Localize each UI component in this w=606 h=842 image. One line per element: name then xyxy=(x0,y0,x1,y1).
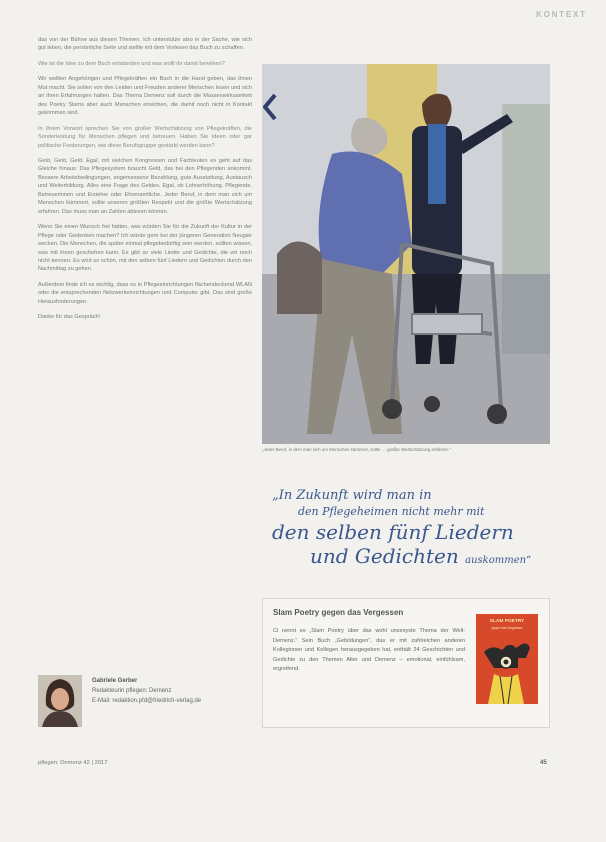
pull-quote-line xyxy=(262,544,550,573)
interview-question: In Ihrem Vorwort sprechen Sie von großer Wertschätzung von Pflegekräften, die Sonderleistung für Menschen pflegen und betreuen. Haben Sie Ideen oder gar politische Forderungen, wie diese Berufsgruppe gestärkt werden kann? xyxy=(38,125,252,149)
infobox-text: Ci nennt es „Slam Poetry über das wohl unsexyste Thema der Welt: Demenz.“ Sein Buch „Gebildungen“, das er mit zahlreichen anderen Kolleginnen und Kollegen herausgegeben hat, enthält 24 Geschichten und Gedichte zu den Themen Alter und Demenz – emotional, einfühlsam, ergreifend. xyxy=(273,628,465,673)
photo-illustration xyxy=(262,64,550,444)
pull-quote-tail: auskommen“ xyxy=(465,555,532,566)
body-paragraph: Außerdem finde ich es wichtig, dass es in Pflegeeinrichtungen flächendeckend WLAN oder die entsprechenden Netzwerkeinrichtungen und Computer gibt. Das sind große Herausforderungen. xyxy=(38,281,252,305)
author-name: Gabriele Gerber xyxy=(92,678,138,684)
author-photo xyxy=(38,675,82,727)
book-cover-art xyxy=(476,614,538,704)
article-photo xyxy=(262,64,550,444)
pull-quote xyxy=(262,487,550,573)
pull-quote-emphasis: und Gedichten xyxy=(310,544,459,568)
book-title: SLAM POETRY xyxy=(489,619,525,624)
body-paragraph: Danke für das Gespräch! xyxy=(38,314,101,321)
author-role: Redakteurin pflegen: Demenz xyxy=(92,688,172,694)
body-paragraph: Wenn Sie einen Wunsch frei hätten, was würden Sie für die Zukunft der Kultur in der Pflege oder Gedenken machen? Ich würde gern bei der jüngeren Generation Neugier wecken. Die Menschen, die später einmal pflegebedürftig sein werden, sollten wissen, was mit ihnen geschehen kann. Es gibt so viele Lieder und Gedichte, die wir noch nicht kennen. Es wird so schön, mit den selben fünf Liedern und Gedichten durch den Nachmittag zu gehen. xyxy=(38,224,252,273)
pull-quote-line: den selben fünf Liedern xyxy=(272,520,514,544)
article-body xyxy=(38,36,252,329)
section-label: KONTEXT xyxy=(536,10,587,19)
author-portrait xyxy=(38,675,82,727)
infobox-title: Slam Poetry gegen das Vergessen xyxy=(273,608,404,617)
pull-quote-line: „In Zukunft wird man in xyxy=(272,488,432,503)
book-infobox xyxy=(262,598,550,728)
page-number: 45 xyxy=(540,760,547,766)
body-paragraph: Geld, Geld, Geld. Egal, mit welchen Kongressen und Fachleuten es geht auf das Gleiche hinaus: Das Pflegesystem braucht Geld, das bei den Pflegenden ankommt. Bessere Arbeitsbedingungen, angemessene Bezahlung, gute Ausstattung, Austausch und Weiterbildung. Alles eine Frage des Geldes. Egal, ob Lohnerhöhung, Pflegende, Betreuerinnen und Erzieher oder Ehrenamtliche. Jeder Beruf, in dem man sich um Menschen kümmert, sollte unseren größten Respekt und die größte Wertschätzung erfahren. Das muss man an Zahlen ablesen können. xyxy=(38,157,252,215)
chevron-left-icon xyxy=(263,93,277,121)
pull-quote-line: den Pflegeheimen nicht mehr mit xyxy=(298,505,485,518)
book-subtitle: gegen das Vergessen xyxy=(491,626,523,630)
author-email[interactable]: E-Mail: redaktion.pfd@friedrich-verlag.de xyxy=(92,698,202,704)
interview-question: Wie ist die Idee zu dem Buch entstanden und was wollt ihr damit bewirken? xyxy=(38,60,225,67)
body-paragraph: das von der Bühne aus diesen Themen. Ich unterstütze also in der Sache, wie sich gut leben, die persönliche Seite und stellte mit dem Vorlesen das Buch zu schaffen. xyxy=(38,37,252,52)
footer-publication: pflegen: Demenz 42 | 2017 xyxy=(38,760,108,766)
book-cover xyxy=(476,614,538,704)
author-info xyxy=(92,676,201,706)
photo-caption: „Jeder Beruf, in dem man sich um Menschen kümmert, sollte … größte Wertschätzung erfahren.“ xyxy=(262,447,451,452)
body-paragraph: Wir wollten Angehörigen und Pflegekräften ein Buch in die Hand geben, das ihnen Mut macht. Sie sollen von den Leiden und Freuden anderer Menschen lesen und sich an ihren Erfahrungen halten. Das Thema Demenz soll durch die Massenwirksamkeit des Poetry Slams aber auch Menschen erreichen, die damit noch nicht in Kontakt gekommen sind. xyxy=(38,76,252,117)
